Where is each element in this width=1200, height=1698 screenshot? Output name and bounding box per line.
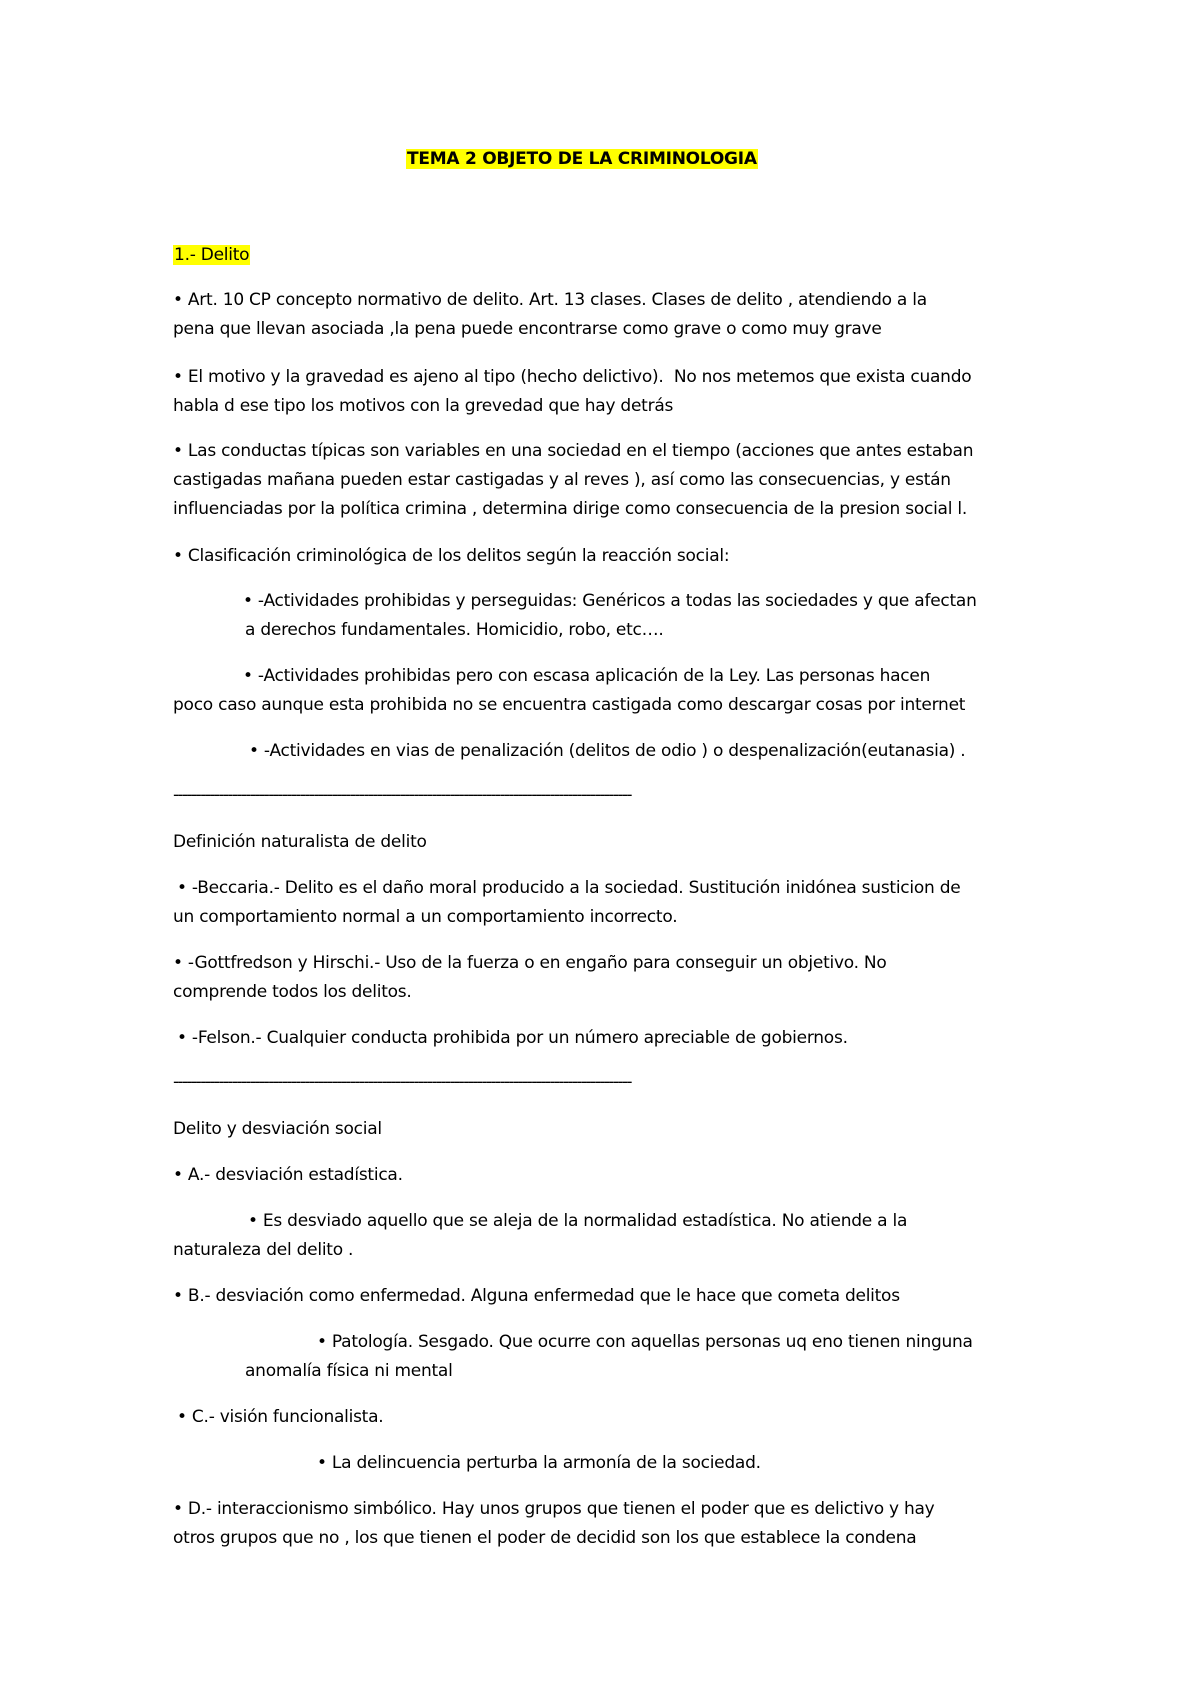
separator-line: ----------------------------------------------------------------------------------------------------- [173,785,631,805]
paragraph-line: castigadas mañana pueden estar castigadas y al reves ), así como las consecuencias, y están [173,470,951,490]
list-item: • Es desviado aquello que se aleja de la normalidad estadística. No atiende a la [248,1211,908,1231]
paragraph-line: • -Beccaria.- Delito es el daño moral producido a la sociedad. Sustitución inidónea susticion de [177,878,961,898]
separator-line: ----------------------------------------------------------------------------------------------------- [173,1072,631,1092]
paragraph-line: • El motivo y la gravedad es ajeno al tipo (hecho delictivo). No nos metemos que exista cuando [173,367,972,387]
section-heading-delito: 1.- Delito [174,245,250,265]
section-heading-desviacion: Delito y desviación social [173,1119,382,1139]
list-item: • B.- desviación como enfermedad. Alguna enfermedad que le hace que cometa delitos [173,1286,900,1306]
list-item: • A.- desviación estadística. [173,1165,403,1185]
list-item: anomalía física ni mental [245,1361,453,1381]
paragraph-line: • Las conductas típicas son variables en una sociedad en el tiempo (acciones que antes estaban [173,441,974,461]
paragraph-line: • -Gottfredson y Hirschi.- Uso de la fuerza o en engaño para conseguir un objetivo. No [173,953,887,973]
list-item: poco caso aunque esta prohibida no se encuentra castigada como descargar cosas por internet [173,695,966,715]
paragraph-line: comprende todos los delitos. [173,982,412,1002]
paragraph-line: • -Felson.- Cualquier conducta prohibida por un número apreciable de gobiernos. [177,1028,848,1048]
paragraph-line: • Clasificación criminológica de los delitos según la reacción social: [173,546,730,566]
paragraph-line: influenciadas por la política crimina , determina dirige como consecuencia de la presion social l. [173,499,967,519]
paragraph-line: habla d ese tipo los motivos con la grevedad que hay detrás [173,396,674,416]
document-title: TEMA 2 OBJETO DE LA CRIMINOLOGIA [407,149,757,169]
list-item: • -Actividades en vias de penalización (delitos de odio ) o despenalización(eutanasia) . [249,741,966,761]
list-item: • La delincuencia perturba la armonía de la sociedad. [317,1453,761,1473]
paragraph-line: pena que llevan asociada ,la pena puede encontrarse como grave o como muy grave [173,319,882,339]
section-heading-definicion: Definición naturalista de delito [173,832,427,852]
list-item: a derechos fundamentales. Homicidio, robo, etc…. [245,620,664,640]
list-item: • Patología. Sesgado. Que ocurre con aquellas personas uq eno tienen ninguna [317,1332,973,1352]
paragraph-line: • D.- interaccionismo simbólico. Hay unos grupos que tienen el poder que es delictivo y hay [173,1499,935,1519]
paragraph-line: • Art. 10 CP concepto normativo de delito. Art. 13 clases. Clases de delito , atendiendo a la [173,290,927,310]
list-item: • -Actividades prohibidas pero con escasa aplicación de la Ley. Las personas hacen [243,666,931,686]
list-item: • C.- visión funcionalista. [177,1407,384,1427]
list-item: naturaleza del delito . [173,1240,354,1260]
list-item: • -Actividades prohibidas y perseguidas: Genéricos a todas las sociedades y que afectan [243,591,977,611]
paragraph-line: otros grupos que no , los que tienen el poder de decidid son los que establece la condena [173,1528,917,1548]
paragraph-line: un comportamiento normal a un comportamiento incorrecto. [173,907,678,927]
